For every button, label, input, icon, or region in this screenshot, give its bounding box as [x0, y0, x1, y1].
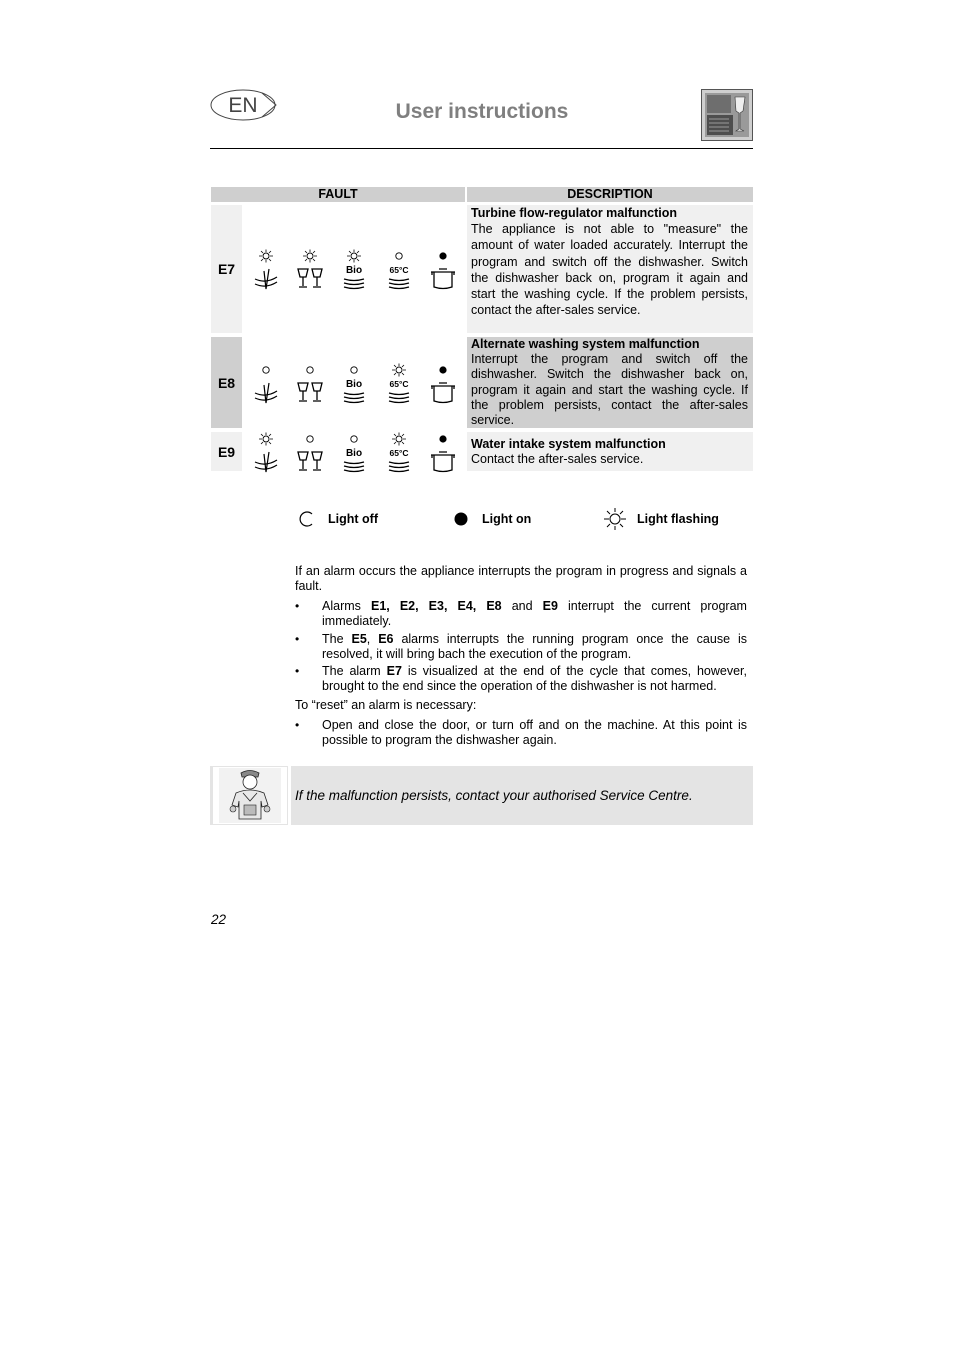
pot-icon — [428, 377, 458, 405]
pot-icon — [428, 446, 458, 474]
light-on-icon — [435, 363, 451, 377]
fault-description-e8 — [467, 337, 753, 428]
glasses-icon — [295, 446, 325, 474]
salt-icon — [251, 263, 281, 291]
bullet-e5-e6-alarms: The E5, E6 alarms interrupts the running program once the cause is resolved, it will bring bach the execution of the program. — [322, 632, 747, 661]
service-box-separator — [288, 766, 291, 825]
indicator-bio-plates — [336, 363, 372, 405]
temp-label: 65°C — [389, 265, 409, 275]
glasses-icon — [295, 377, 325, 405]
bullet-immediate-alarms: Alarms E1, E2, E3, E4, E8 and E9 interrupt the current program immediately. — [322, 599, 747, 628]
temp-label: 65°C — [389, 379, 409, 389]
light-off-icon — [346, 432, 362, 446]
page-number: 22 — [211, 912, 227, 927]
bullet-reset-procedure: Open and close the door, or turn off and on the machine. At this point is possible to program the dishwasher again. — [322, 718, 747, 747]
indicator-pot — [425, 432, 461, 474]
bio-plates-icon — [339, 263, 369, 291]
bullet-marker: • — [295, 599, 300, 613]
legend-light-on: Light on — [482, 512, 532, 526]
fault-title-e7: Turbine flow-regulator malfunction — [471, 206, 678, 220]
light-flashing-icon — [391, 363, 407, 377]
description-column-header: DESCRIPTION — [467, 187, 753, 202]
indicator-glasses — [292, 249, 328, 291]
en-badge-text: EN — [228, 94, 258, 117]
light-flashing-icon — [346, 249, 362, 263]
technician-icon — [213, 767, 287, 824]
fault-text-e7: The appliance is not able to "measure" the amount of water loaded accurately. Interrupt the program and switch off the dishwasher. Switch the dishwasher back on, program it again and start the washing cycle. If the problem persists, contact the after-sales service. — [471, 222, 748, 318]
indicator-salt — [248, 249, 284, 291]
fault-code-e7: E7 — [211, 205, 242, 333]
bullet-marker: • — [295, 664, 300, 678]
bullet-e7-alarm: The alarm E7 is visualized at the end of the cycle that comes, however, brought to the end since the operation of the dishwasher is not harmed. — [322, 664, 747, 693]
indicator-lights-e9 — [244, 425, 465, 481]
page-title: User instructions — [395, 100, 569, 123]
65c-plates-icon — [384, 263, 414, 291]
fault-code-e9: E9 — [211, 432, 242, 471]
indicator-pot — [425, 363, 461, 405]
alarm-intro-paragraph: If an alarm occurs the appliance interrupts the program in progress and signals a fault. — [295, 564, 747, 593]
glasses-icon — [295, 263, 325, 291]
indicator-salt — [248, 363, 284, 405]
pot-icon — [428, 263, 458, 291]
bullet-marker: • — [295, 718, 300, 732]
indicator-lights-e7 — [244, 242, 465, 298]
light-on-icon — [435, 249, 451, 263]
light-flashing-icon — [258, 249, 274, 263]
light-flashing-icon — [391, 432, 407, 446]
bio-label: Bio — [346, 379, 363, 390]
reset-intro: To “reset” an alarm is necessary: — [295, 698, 477, 712]
65c-plates-icon — [384, 377, 414, 405]
indicator-lights-e8 — [244, 356, 465, 412]
indicator-glasses — [292, 363, 328, 405]
salt-icon — [251, 377, 281, 405]
indicator-bio-plates — [336, 249, 372, 291]
fault-title-e8: Alternate washing system malfunction — [471, 337, 700, 351]
dishwasher-photo-icon — [701, 89, 753, 141]
fault-title-e9: Water intake system malfunction — [471, 437, 666, 451]
legend-light-flashing: Light flashing — [637, 512, 719, 526]
indicator-65c-plates — [381, 249, 417, 291]
light-off-icon — [297, 510, 315, 528]
header-divider — [210, 148, 753, 149]
light-flashing-icon — [602, 507, 628, 531]
legend-light-off: Light off — [328, 512, 378, 526]
fault-column-header: FAULT — [211, 187, 465, 202]
fault-description-e9 — [467, 432, 753, 471]
bio-plates-icon — [339, 446, 369, 474]
bio-plates-icon — [339, 377, 369, 405]
light-off-icon — [302, 432, 318, 446]
bio-label: Bio — [346, 265, 363, 276]
light-off-icon — [346, 363, 362, 377]
fault-text-e8: Interrupt the program and switch off the dishwasher. Switch the dishwasher back on, program it again and start the washing cycle. If the problem persists, contact the after-sales service. — [471, 352, 748, 428]
indicator-salt — [248, 432, 284, 474]
light-off-icon — [258, 363, 274, 377]
light-flashing-icon — [302, 249, 318, 263]
light-off-icon — [302, 363, 318, 377]
indicator-bio-plates — [336, 432, 372, 474]
bullet-marker: • — [295, 632, 300, 646]
service-note-text: If the malfunction persists, contact your authorised Service Centre. — [295, 788, 693, 803]
light-on-icon — [452, 510, 470, 528]
light-on-icon — [435, 432, 451, 446]
fault-description-e7 — [467, 205, 753, 333]
salt-icon — [251, 446, 281, 474]
fault-code-e8: E8 — [211, 337, 242, 428]
65c-plates-icon — [384, 446, 414, 474]
light-off-icon — [391, 249, 407, 263]
fault-text-e9: Contact the after-sales service. — [471, 452, 644, 466]
light-flashing-icon — [258, 432, 274, 446]
indicator-65c-plates — [381, 432, 417, 474]
indicator-pot — [425, 249, 461, 291]
service-pic-frame — [213, 767, 287, 824]
temp-label: 65°C — [389, 448, 409, 458]
bio-label: Bio — [346, 448, 363, 459]
indicator-glasses — [292, 432, 328, 474]
indicator-65c-plates — [381, 363, 417, 405]
